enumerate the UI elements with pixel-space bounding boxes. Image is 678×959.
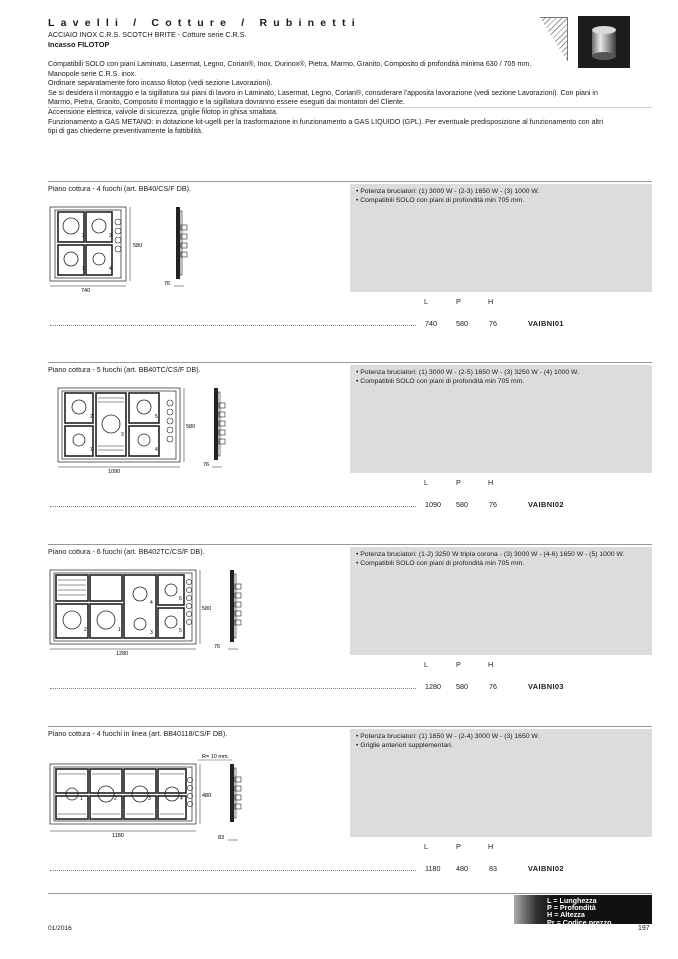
- legend-box: [514, 895, 652, 927]
- intro-line: Funzionamento a GAS METANO: in dotazione kit-ugelli per la trasformazione in funzionamento a GAS LIQUIDO (GPL). Per eventuale predisposizione al funzionamento con altri tipi di gas chiederne preventivamente la fattibilità.: [48, 117, 604, 136]
- spec-box: [350, 365, 652, 473]
- spec-line: • Compatibili SOLO con piani di profondità min 705 mm.: [356, 378, 525, 385]
- intro-line: Manopole serie C.R.S. inox.: [48, 69, 137, 78]
- width-dimension: 1090: [108, 469, 121, 475]
- width-dimension: 1180: [112, 833, 124, 839]
- intro-line: Compatibili SOLO con piani Laminato, Lasermat, Legno, Corian®, Inox, Durinox®, Pietra, Marmo, Granito, Composito di profondità minima 630 / 705 mm.: [48, 60, 532, 68]
- spec-line: • Compatibili SOLO con piani di profondità min 705 mm.: [356, 197, 525, 204]
- product-section: [48, 362, 652, 532]
- value-l: 1180: [425, 864, 441, 873]
- page-number: 197: [638, 925, 650, 932]
- spec-box: [350, 729, 652, 837]
- intro-line: Accensione elettrica, valvole di sicurezza, griglie filotop in ghisa smaltata.: [48, 107, 278, 116]
- product-code: VAIBNI02: [528, 864, 564, 873]
- burner-label: 4: [109, 266, 112, 272]
- burner-label: 1: [80, 796, 83, 802]
- intro-text: [48, 60, 608, 137]
- depth-dimension: 480: [202, 793, 212, 799]
- hob-drawing: [48, 740, 258, 850]
- legend-item: H = Altezza: [547, 910, 585, 920]
- page-title: Lavelli / Cotture / Rubinetti: [48, 17, 361, 29]
- burner-label: 6: [179, 596, 182, 602]
- dot-leader: [50, 683, 416, 689]
- divider: [48, 544, 652, 545]
- value-l: 1090: [425, 500, 441, 509]
- burner-label: 5: [179, 628, 182, 634]
- depth-dimension: 580: [186, 424, 196, 430]
- burner-label: 2: [90, 414, 93, 420]
- burner-label: 5: [155, 414, 158, 420]
- burner-label: 4: [150, 600, 153, 606]
- spec-line: • Compatibili SOLO con piani di profondità min 705 mm.: [356, 560, 525, 567]
- col-header-l: L: [424, 842, 428, 851]
- burner-label: 2: [114, 796, 117, 802]
- burner-label: 3: [150, 630, 153, 636]
- series-subtitle: ACCIAIO INOX C.R.S. SCOTCH BRITE - Cotture serie C.R.S.: [48, 30, 247, 39]
- value-l: 1280: [425, 682, 441, 691]
- dot-leader: [50, 865, 416, 871]
- product-code: VAIBNI03: [528, 682, 564, 691]
- depth-dimension: 580: [133, 243, 143, 249]
- hob-drawing: [48, 376, 248, 476]
- product-section: [48, 726, 652, 896]
- product-title: Piano cottura - 4 fuochi (art. BB40/CS/F DB).: [48, 184, 192, 193]
- height-dimension: 76: [203, 462, 210, 468]
- legend-item: P = Profondità: [547, 903, 596, 913]
- value-p: 580: [456, 319, 468, 328]
- col-header-p: P: [456, 660, 461, 669]
- intro-line: Se si desidera il montaggio e la sigillatura sui piani di lavoro in Laminato, Lasermat, Legno, Corian®, considerare l'apposita lavorazione (vedi sezione Lavorazioni). Con piani in Marmo, Pietra, Granito, Composito il montaggio e la sigillatura dovranno essere eseguiti dai montatori del Cliente.: [48, 88, 598, 107]
- intro-line: Ordinare separatamente foro incasso filotop (vedi sezione Lavorazioni).: [48, 79, 273, 88]
- burner-label: 3: [148, 796, 151, 802]
- divider: [48, 726, 652, 727]
- spec-line: • Potenza bruciatori: (1) 1650 W - (2-4) 3000 W - (3) 1650 W.: [356, 733, 540, 740]
- spec-line: • Potenza bruciatori: (1) 3000 W - (2-3) 1650 W - (3) 1000 W.: [356, 188, 540, 195]
- burner-label: 2: [82, 233, 85, 239]
- product-section: [48, 181, 652, 351]
- burner-label: 3: [121, 432, 124, 438]
- value-h: 76: [489, 500, 497, 509]
- spec-line: • Potenza bruciatori: (1) 3000 W - (2-5) 1650 W - (3) 3250 W - (4) 1000 W.: [356, 369, 579, 376]
- burner-label: 1: [118, 627, 121, 633]
- divider: [48, 362, 652, 363]
- burner-label: 4: [180, 796, 183, 802]
- value-p: 580: [456, 682, 468, 691]
- burner-label: 4: [155, 447, 158, 453]
- product-code: VAIBNI01: [528, 319, 564, 328]
- height-dimension: 83: [218, 835, 225, 841]
- divider: [48, 181, 652, 182]
- col-header-h: H: [488, 660, 494, 669]
- spec-box: [350, 184, 652, 292]
- hob-drawing: [48, 558, 248, 658]
- footer-date: 01/2016: [48, 925, 72, 932]
- corner-radius-note: R= 10 mm.: [202, 754, 230, 760]
- col-header-p: P: [456, 842, 461, 851]
- dot-leader: [50, 501, 416, 507]
- value-p: 480: [456, 864, 468, 873]
- col-header-h: H: [488, 842, 494, 851]
- height-dimension: 76: [164, 281, 171, 287]
- product-title: Piano cottura - 6 fuochi (art. BB402TC/CS/F DB).: [48, 547, 205, 556]
- value-h: 76: [489, 682, 497, 691]
- legend-item: Pr = Codice prezzo: [547, 917, 612, 927]
- value-h: 76: [489, 319, 497, 328]
- divider: [48, 893, 652, 894]
- burner-label: 1: [90, 447, 93, 453]
- product-title: Piano cottura - 5 fuochi (art. BB40TC/CS/F DB).: [48, 365, 201, 374]
- product-title: Piano cottura - 4 fuochi in linea (art. BB40118/CS/F DB).: [48, 729, 228, 738]
- col-header-l: L: [424, 297, 428, 306]
- col-header-p: P: [456, 297, 461, 306]
- install-type: Incasso FILOTOP: [48, 40, 110, 49]
- divider: [48, 107, 652, 108]
- spec-box: [350, 547, 652, 655]
- col-header-h: H: [488, 478, 494, 487]
- height-dimension: 76: [214, 644, 221, 650]
- burner-label: 2: [84, 627, 87, 633]
- hob-drawing: [48, 195, 208, 295]
- col-header-l: L: [424, 478, 428, 487]
- col-header-p: P: [456, 478, 461, 487]
- product-section: [48, 544, 652, 714]
- width-dimension: 740: [81, 288, 91, 294]
- burner-label: 1: [82, 266, 85, 272]
- value-h: 83: [489, 864, 497, 873]
- depth-dimension: 580: [202, 606, 212, 612]
- col-header-l: L: [424, 660, 428, 669]
- value-l: 740: [425, 319, 437, 328]
- spec-line: • Griglie anteriori supplementari.: [356, 742, 453, 749]
- legend-item: L = Lunghezza: [547, 896, 597, 905]
- product-code: VAIBNI02: [528, 500, 564, 509]
- dot-leader: [50, 320, 416, 326]
- burner-label: 3: [109, 233, 112, 239]
- width-dimension: 1280: [116, 651, 129, 657]
- spec-line: • Potenza bruciatori: (1-2) 3250 W tripla corona - (3) 3000 W - (4-6) 1650 W - (5) 1000 W.: [356, 551, 625, 558]
- countertop-section-icon: [540, 17, 568, 61]
- col-header-h: H: [488, 297, 494, 306]
- value-p: 580: [456, 500, 468, 509]
